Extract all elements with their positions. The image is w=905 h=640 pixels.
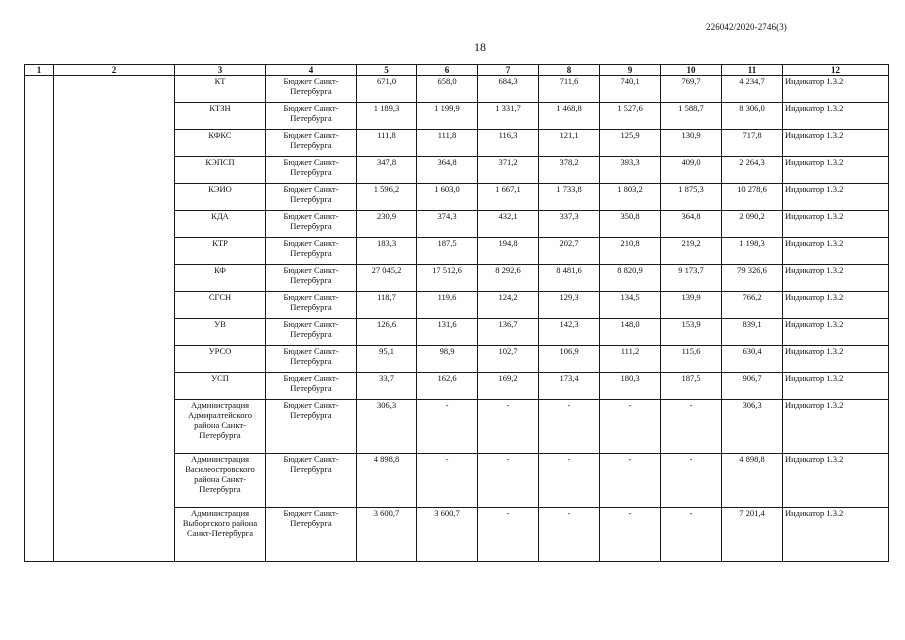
value-col-5: 3 600,7 <box>357 508 417 562</box>
org-cell: УВ <box>175 319 266 346</box>
value-col-5: 126,6 <box>357 319 417 346</box>
value-col-10: 219,2 <box>661 238 722 265</box>
funding-source-cell: Бюджет Санкт-Петербурга <box>266 211 357 238</box>
value-col-9: - <box>600 454 661 508</box>
col-header-11: 11 <box>722 65 783 76</box>
value-col-8: 129,3 <box>539 292 600 319</box>
value-col-10: 9 173,7 <box>661 265 722 292</box>
funding-source-cell: Бюджет Санкт-Петербурга <box>266 400 357 454</box>
funding-source-cell: Бюджет Санкт-Петербурга <box>266 238 357 265</box>
indicator-cell: Индикатор 1.3.2 <box>783 184 889 211</box>
total-cell: 4 898,8 <box>722 454 783 508</box>
total-cell: 766,2 <box>722 292 783 319</box>
org-cell: КЭИО <box>175 184 266 211</box>
value-col-10: 364,8 <box>661 211 722 238</box>
value-col-10: 187,5 <box>661 373 722 400</box>
indicator-cell: Индикатор 1.3.2 <box>783 373 889 400</box>
indicator-cell: Индикатор 1.3.2 <box>783 508 889 562</box>
value-col-8: 142,3 <box>539 319 600 346</box>
value-col-6: 111,8 <box>417 130 478 157</box>
value-col-10: 769,7 <box>661 76 722 103</box>
org-cell: КФ <box>175 265 266 292</box>
value-col-9: 1 803,2 <box>600 184 661 211</box>
value-col-7: 1 667,1 <box>478 184 539 211</box>
total-cell: 10 278,6 <box>722 184 783 211</box>
indicator-cell: Индикатор 1.3.2 <box>783 103 889 130</box>
value-col-5: 1 596,2 <box>357 184 417 211</box>
value-col-7: 432,1 <box>478 211 539 238</box>
value-col-10: 115,6 <box>661 346 722 373</box>
value-col-6: 187,5 <box>417 238 478 265</box>
value-col-5: 33,7 <box>357 373 417 400</box>
org-cell: КТ <box>175 76 266 103</box>
value-col-9: - <box>600 400 661 454</box>
value-col-10: 139,9 <box>661 292 722 319</box>
value-col-7: 684,3 <box>478 76 539 103</box>
funding-source-cell: Бюджет Санкт-Петербурга <box>266 265 357 292</box>
value-col-8: - <box>539 454 600 508</box>
value-col-9: 1 527,6 <box>600 103 661 130</box>
value-col-10: 153,9 <box>661 319 722 346</box>
value-col-8: 8 481,6 <box>539 265 600 292</box>
value-col-8: - <box>539 400 600 454</box>
value-col-7: - <box>478 400 539 454</box>
value-col-8: 106,9 <box>539 346 600 373</box>
value-col-9: 125,9 <box>600 130 661 157</box>
value-col-9: 740,1 <box>600 76 661 103</box>
org-cell: Администрация Василеостровского района Санкт-Петербурга <box>175 454 266 508</box>
total-cell: 79 326,6 <box>722 265 783 292</box>
funding-source-cell: Бюджет Санкт-Петербурга <box>266 103 357 130</box>
value-col-9: 134,5 <box>600 292 661 319</box>
value-col-6: 3 600,7 <box>417 508 478 562</box>
value-col-6: 374,3 <box>417 211 478 238</box>
value-col-9: 350,8 <box>600 211 661 238</box>
org-cell: КЭПСП <box>175 157 266 184</box>
value-col-9: 8 820,9 <box>600 265 661 292</box>
org-cell: КТР <box>175 238 266 265</box>
col-header-4: 4 <box>266 65 357 76</box>
org-cell: УРСО <box>175 346 266 373</box>
funding-source-cell: Бюджет Санкт-Петербурга <box>266 130 357 157</box>
value-col-10: 1 588,7 <box>661 103 722 130</box>
col-header-6: 6 <box>417 65 478 76</box>
total-cell: 630,4 <box>722 346 783 373</box>
page-number: 18 <box>474 40 486 54</box>
value-col-10: 130,9 <box>661 130 722 157</box>
value-col-9: 148,0 <box>600 319 661 346</box>
total-cell: 2 090,2 <box>722 211 783 238</box>
col-header-12: 12 <box>783 65 889 76</box>
column-number-row <box>25 65 889 76</box>
value-col-7: 136,7 <box>478 319 539 346</box>
col-header-1: 1 <box>25 65 54 76</box>
funding-source-cell: Бюджет Санкт-Петербурга <box>266 184 357 211</box>
value-col-5: 1 189,3 <box>357 103 417 130</box>
value-col-6: 131,6 <box>417 319 478 346</box>
indicator-cell: Индикатор 1.3.2 <box>783 76 889 103</box>
value-col-7: 1 331,7 <box>478 103 539 130</box>
total-cell: 4 234,7 <box>722 76 783 103</box>
col-header-3: 3 <box>175 65 266 76</box>
value-col-7: - <box>478 454 539 508</box>
value-col-6: - <box>417 400 478 454</box>
total-cell: 2 264,3 <box>722 157 783 184</box>
value-col-8: 202,7 <box>539 238 600 265</box>
value-col-7: 8 292,6 <box>478 265 539 292</box>
value-col-7: 194,8 <box>478 238 539 265</box>
value-col-9: 111,2 <box>600 346 661 373</box>
value-col-5: 306,3 <box>357 400 417 454</box>
value-col-10: - <box>661 454 722 508</box>
value-col-8: - <box>539 508 600 562</box>
value-col-5: 111,8 <box>357 130 417 157</box>
value-col-9: 393,3 <box>600 157 661 184</box>
col-header-7: 7 <box>478 65 539 76</box>
org-cell: КФКС <box>175 130 266 157</box>
col-header-2: 2 <box>54 65 175 76</box>
value-col-7: 124,2 <box>478 292 539 319</box>
total-cell: 839,1 <box>722 319 783 346</box>
org-cell: КДА <box>175 211 266 238</box>
total-cell: 1 198,3 <box>722 238 783 265</box>
value-col-6: 17 512,6 <box>417 265 478 292</box>
indicator-cell: Индикатор 1.3.2 <box>783 292 889 319</box>
value-col-6: 1 199,9 <box>417 103 478 130</box>
total-cell: 906,7 <box>722 373 783 400</box>
indicator-cell: Индикатор 1.3.2 <box>783 265 889 292</box>
value-col-8: 378,2 <box>539 157 600 184</box>
value-col-8: 711,6 <box>539 76 600 103</box>
org-cell: СГСН <box>175 292 266 319</box>
col-header-9: 9 <box>600 65 661 76</box>
value-col-8: 337,3 <box>539 211 600 238</box>
value-col-10: - <box>661 400 722 454</box>
value-col-6: 162,6 <box>417 373 478 400</box>
funding-source-cell: Бюджет Санкт-Петербурга <box>266 346 357 373</box>
col-header-8: 8 <box>539 65 600 76</box>
total-cell: 306,3 <box>722 400 783 454</box>
value-col-8: 121,1 <box>539 130 600 157</box>
indicator-cell: Индикатор 1.3.2 <box>783 130 889 157</box>
total-cell: 8 306,0 <box>722 103 783 130</box>
value-col-6: 658,0 <box>417 76 478 103</box>
value-col-8: 173,4 <box>539 373 600 400</box>
funding-source-cell: Бюджет Санкт-Петербурга <box>266 76 357 103</box>
indicator-cell: Индикатор 1.3.2 <box>783 319 889 346</box>
value-col-9: 210,8 <box>600 238 661 265</box>
col-header-10: 10 <box>661 65 722 76</box>
value-col-6: - <box>417 454 478 508</box>
org-cell: Администрация Выборгского района Санкт-Петербурга <box>175 508 266 562</box>
funding-source-cell: Бюджет Санкт-Петербурга <box>266 292 357 319</box>
funding-source-cell: Бюджет Санкт-Петербурга <box>266 157 357 184</box>
value-col-6: 1 603,0 <box>417 184 478 211</box>
value-col-5: 671,0 <box>357 76 417 103</box>
value-col-5: 4 898,8 <box>357 454 417 508</box>
budget-table <box>24 64 889 562</box>
value-col-5: 347,8 <box>357 157 417 184</box>
value-col-10: - <box>661 508 722 562</box>
total-cell: 7 201,4 <box>722 508 783 562</box>
value-col-6: 364,8 <box>417 157 478 184</box>
value-col-7: 169,2 <box>478 373 539 400</box>
value-col-6: 119,6 <box>417 292 478 319</box>
org-cell: УСП <box>175 373 266 400</box>
col-1-merged-cell <box>25 76 54 562</box>
indicator-cell: Индикатор 1.3.2 <box>783 454 889 508</box>
org-cell: Администрация Адмиралтейского района Санкт-Петербурга <box>175 400 266 454</box>
funding-source-cell: Бюджет Санкт-Петербурга <box>266 508 357 562</box>
funding-source-cell: Бюджет Санкт-Петербурга <box>266 454 357 508</box>
indicator-cell: Индикатор 1.3.2 <box>783 157 889 184</box>
value-col-10: 409,0 <box>661 157 722 184</box>
col-2-merged-cell <box>54 76 175 562</box>
value-col-5: 95,1 <box>357 346 417 373</box>
value-col-8: 1 733,8 <box>539 184 600 211</box>
value-col-9: - <box>600 508 661 562</box>
total-cell: 717,8 <box>722 130 783 157</box>
value-col-5: 230,9 <box>357 211 417 238</box>
value-col-7: 371,2 <box>478 157 539 184</box>
indicator-cell: Индикатор 1.3.2 <box>783 346 889 373</box>
value-col-6: 98,9 <box>417 346 478 373</box>
table-body <box>25 76 889 562</box>
value-col-10: 1 875,3 <box>661 184 722 211</box>
document-id: 226042/2020-2746(3) <box>706 22 787 32</box>
value-col-7: - <box>478 508 539 562</box>
funding-source-cell: Бюджет Санкт-Петербурга <box>266 373 357 400</box>
value-col-8: 1 468,8 <box>539 103 600 130</box>
indicator-cell: Индикатор 1.3.2 <box>783 211 889 238</box>
indicator-cell: Индикатор 1.3.2 <box>783 238 889 265</box>
funding-source-cell: Бюджет Санкт-Петербурга <box>266 319 357 346</box>
indicator-cell: Индикатор 1.3.2 <box>783 400 889 454</box>
org-cell: КТЗН <box>175 103 266 130</box>
value-col-9: 180,3 <box>600 373 661 400</box>
value-col-7: 102,7 <box>478 346 539 373</box>
value-col-5: 27 045,2 <box>357 265 417 292</box>
col-header-5: 5 <box>357 65 417 76</box>
table-row <box>25 76 889 103</box>
value-col-7: 116,3 <box>478 130 539 157</box>
value-col-5: 183,3 <box>357 238 417 265</box>
value-col-5: 118,7 <box>357 292 417 319</box>
